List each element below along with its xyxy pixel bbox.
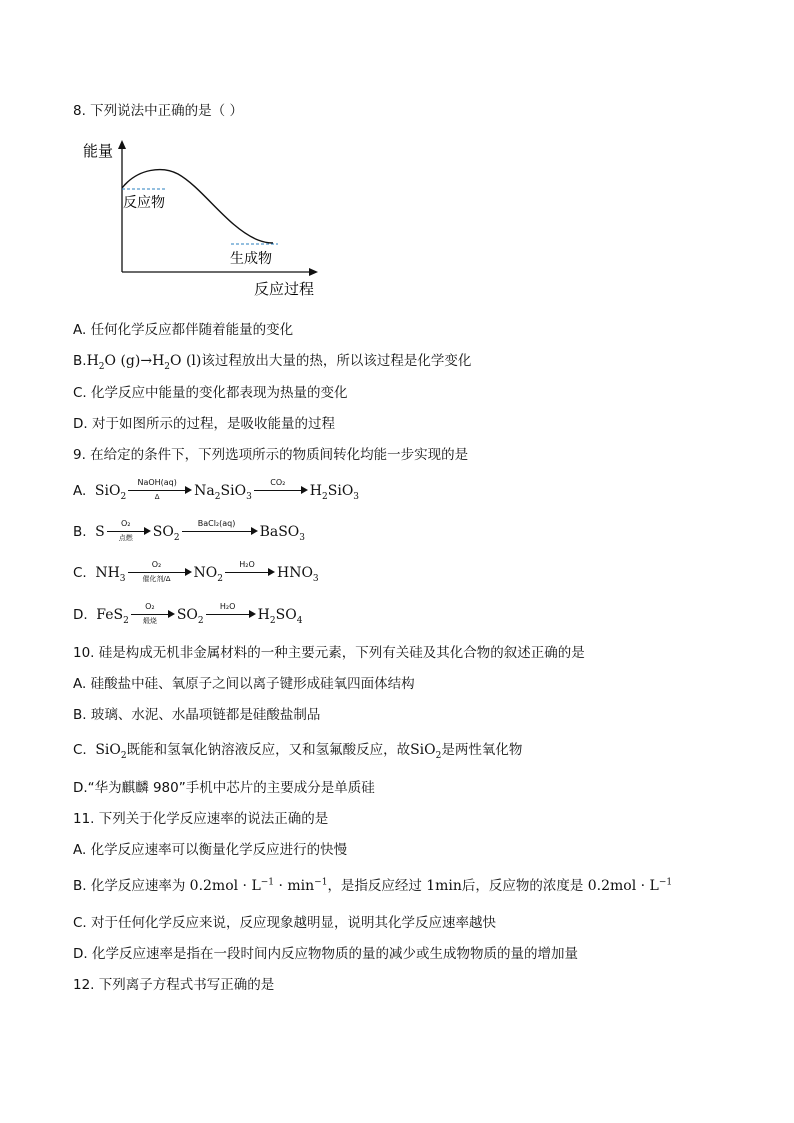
q9-option-c (73, 560, 319, 586)
q8-option-d: D. 对于如图所示的过程，是吸收能量的过程 (73, 416, 335, 432)
formula-h2so4: $H_2SO_4$ (257, 607, 303, 626)
question-10-stem: 10. 硅是构成无机非金属材料的一种主要元素，下列有关硅及其化合物的叙述正确的是 (73, 645, 585, 661)
q11-option-d: D. 化学反应速率是指在一段时间内反应物物质的量的减少或生成物物质的量的增加量 (73, 946, 578, 962)
q10-option-d: D.“华为麒麟 980”手机中芯片的主要成分是单质硅 (73, 780, 375, 796)
option-label: C. (73, 742, 87, 758)
question-8-stem: 8. 下列说法中正确的是（ ） (73, 103, 243, 119)
option-label: D. (73, 607, 88, 623)
formula-sio2: SiO$_2$ (94, 483, 127, 502)
option-text: 该过程放出大量的热，所以该过程是化学变化 (201, 353, 472, 369)
formula-h2sio3: $H_2SiO_3$ (309, 483, 360, 502)
reaction-arrow: O₂ 点燃 (107, 519, 151, 545)
question-12-stem: 12. 下列离子方程式书写正确的是 (73, 977, 275, 993)
formula-h2o-gas: $H_2O$ (g) (86, 353, 141, 372)
x-axis-label: 反应过程 (254, 280, 315, 298)
time-value: 1min (426, 878, 462, 894)
q10-option-c (73, 741, 522, 759)
q8-option-a: A. 任何化学反应都伴随着能量的变化 (73, 322, 294, 338)
q10-option-b: B. 玻璃、水泥、水晶项链都是硅酸盐制品 (73, 707, 321, 723)
option-label: C. (73, 565, 87, 581)
reaction-arrow: BaCl₂(aq) (182, 519, 258, 545)
q11-option-b (73, 877, 672, 895)
option-text: 既能和氢氧化钠溶液反应，又和氢氟酸反应，故 (126, 742, 411, 758)
reaction-arrow: H₂O (206, 602, 256, 628)
q11-option-c: C. 对于任何化学反应来说，反应现象越明显，说明其化学反应速率越快 (73, 915, 497, 931)
formula-hno3: $HNO_3$ (276, 565, 319, 584)
formula-s: S (95, 524, 105, 540)
option-text-end: 是两性氧化物 (441, 742, 523, 758)
option-text-after: 后，反应物的浓度是 (461, 878, 584, 894)
reactant-label: 反应物 (123, 195, 165, 211)
option-text-mid: ，是指反应经过 (327, 878, 422, 894)
arrow-symbol: → (140, 353, 153, 369)
formula-nh3: $NH_3$ (95, 565, 126, 584)
reaction-arrow: O₂ 煅烧 (131, 602, 175, 628)
concentration-value: $0.2mol \cdot L^{-1}$ (587, 877, 673, 894)
question-9-stem: 9. 在给定的条件下，下列选项所示的物质间转化均能一步实现的是 (73, 447, 469, 463)
formula-fes2: FeS$_2$ (96, 607, 129, 626)
formula-sio2: SiO$_2$ (410, 742, 442, 761)
q9-option-b (73, 519, 305, 545)
reaction-arrow: O₂ 催化剂/Δ (128, 560, 192, 586)
rate-value: $0.2mol \cdot L^{-1} \cdot \min^{-1}$ (189, 877, 328, 894)
option-label: B. (73, 524, 87, 540)
y-axis-arrow (118, 140, 126, 149)
y-axis-label: 能量 (83, 142, 114, 160)
formula-baso3: BaSO$_3$ (259, 524, 305, 543)
q11-option-a: A. 化学反应速率可以衡量化学反应进行的快慢 (73, 842, 348, 858)
formula-sio2: SiO$_2$ (95, 742, 127, 761)
formula-so2: $SO_2$ (152, 524, 180, 543)
energy-diagram (78, 138, 338, 303)
q8-option-c: C. 化学反应中能量的变化都表现为热量的变化 (73, 385, 348, 401)
reaction-arrow: H₂O (225, 560, 275, 586)
option-label: A. (73, 483, 87, 499)
reaction-arrow: NaOH(aq) Δ (128, 478, 192, 504)
q10-option-a: A. 硅酸盐中硅、氧原子之间以离子键形成硅氧四面体结构 (73, 676, 415, 692)
q9-option-a (73, 478, 359, 504)
question-11-stem: 11. 下列关于化学反应速率的说法正确的是 (73, 811, 329, 827)
option-text: B. 化学反应速率为 (73, 878, 186, 894)
option-label: B. (73, 353, 87, 369)
formula-no2: $NO_2$ (193, 565, 223, 584)
formula-so2: $SO_2$ (176, 607, 204, 626)
q8-option-b (73, 352, 471, 370)
formula-h2o-liquid: $H_2O$ (l) (152, 353, 202, 372)
x-axis-arrow (309, 268, 318, 276)
reaction-arrow: CO₂ (254, 478, 308, 504)
product-label: 生成物 (230, 251, 272, 267)
formula-na2sio3: $Na_2SiO_3$ (194, 483, 252, 502)
q9-option-d (73, 602, 302, 628)
